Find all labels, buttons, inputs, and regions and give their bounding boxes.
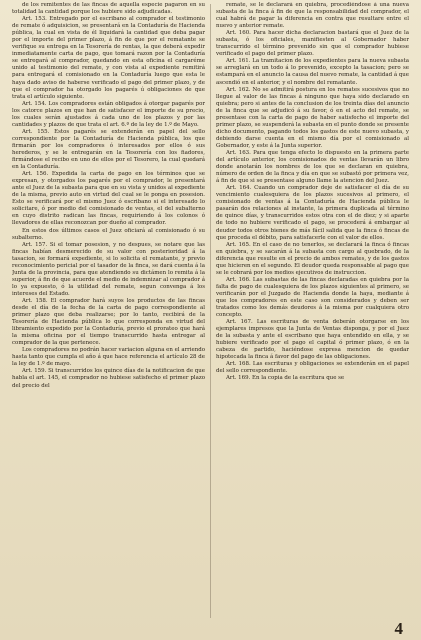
paragraph: Art. 161. La tramitacion de los expedientes para la nueva subasta se arreglará en un todo á lo prevenido, excepto la tasacion; pero se estampará en el anuncio la causa del nuevo remate, la cantidad á que ascendió en el anterior, y el nombre del rematante.: [216, 58, 409, 86]
paragraph: En estos dos últimos casos el Juez oficiará al comisionado ó su subalterno.: [12, 227, 205, 241]
paragraph: Art. 156. Expedida la carta de pago en los términos que se expresan, y otorgados los pagarés por el comprador, le presentará ante el Juez de la subasta para que en su vista y unidos al expediente de la misma, previo auto en virtud del cual se le ponga en posesion. Esto se verificará por el mismo Juez ó escribano si el interesado lo solicitare, ó por medio del comisionado de ventas, el del subalterno en cuyo distrito radican las fincas, requiriendo á los colonos ó llevadores de ellas reconozcan por dueño al comprador.: [12, 171, 205, 227]
paragraph: Art. 163. Para que tenga efecto lo dispuesto en la primera parte del artículo anterior, los comisionados de ventas llevarán un libro donde anotarán los nombres de los que se declaran en quiebra, número de orden de la finca y día en que se subastó por primera vez, á fin de que si se presentase alguno llame la atencion del Juez.: [216, 149, 409, 185]
paragraph: Art. 159. Si transcurridos los quince días de la notificacion de que habla el art. 145, el comprador no hubiese satisfecho el primer plazo del precio del: [12, 368, 205, 389]
paragraph: Art. 153. Entregado por el escribano al comprador el testimonio de remate ó adquisicion, se presentará en la Contaduría de Hacienda pública, la cual en vista de él liquidará la cantidad que deba pagar por el importe del primer plazo, á fin de que por el rematante se verifique su entrega en la Tesorería de rentas, la que deberá expedir inmediatamente carta de pago, que tomará razon por la Contaduría se entregará al comprador, quedando en esta oficina el cargaréme unido al testimonio del remate, y con vista al expediente remitirá para entregará el comisionado en la Contaduría luego que esta le haya dado aviso de haberse verificado el pago del primer plazo, y de que el comprador ha otorgado los pagarés ú obligaciones de que trata el artículo siguiente.: [12, 16, 205, 100]
page-number: 4: [394, 619, 403, 638]
paragraph: Art. 165. En el caso de no tenerlos, se declarará la finca ó fincas en quiebra, y se sacarán á la subasta con cargo al quebrado, de la diferencia que resulte en el precio de ambos remates, y de los gastos que hicieren en el segundo. El deudor queda responsable al pago que se le cobrará por los medios ejecutivos de instruccion.: [216, 241, 409, 276]
paragraph: Art. 157. Si el tomar posesion, y no despues, se notare que las fincas habían desmerecido de su valor con posterioridad á la tasacion, se formará expediente, si lo solicita el rematante, y previo reconocimiento pericial por el tasador de la finca, se dará cuenta á la Junta de la provincia, para que atendiendo su dictámen lo remita á la superior, á fin de que acuerde el medio de indemnizar al comprador á lo ya expuesto, ó la utilidad del remate, segun convenga á los intereses del Estado.: [12, 241, 205, 297]
paragraph: remate, se le declarará en quiebra, procediéndose á una nueva subasta de la finca á fin de que la responsabilidad del comprador, el cual habrá de pagar la diferencia en contra que resultare entre el nuevo y anterior remate.: [216, 2, 409, 30]
paragraph: Art. 154. Los compradores están obligados á otorgar pagarés por los catorce plazos en que han de satisfacer el importe de su precio, los cuales serán ajustados á cada uno de los plazos y por las cantidades y plazos de que trata el art. 6.º de la ley de 1.º de Mayo.: [12, 100, 205, 128]
column-divider: [210, 4, 211, 618]
paragraph: Art. 155. Estos pagarés se extenderán en papel del sello correspondiente por la Contaduría de Hacienda pública, los que firmarán por los compradores ó interesados por ellos ó sus herederos, y se le entregarán en la Tesorería con los fiadores, firmándose el recibo en uno de ellos por el Tesorero, la cual quedará en la Contaduría.: [12, 128, 205, 171]
paragraph: Art. 162. No se admitirá postura en los remates sucesivos que no llegue al valor de las fincas á ninguno que haya sido declarado en quiebra; pero si antes de la conclusion de los treinta días del anuncio de la finca que se adjudicó á su favor, ó en el acto del remate, se presentase con la carta de pago de haber satisfecho el importe del primer plazo, se suspenderá la subasta en el punto donde se presente dicho documento, pagando todos los gastos de este nuevo subasta, y debiendo darse cuenta en el mismo día por el comisionado al Gobernador, y este á la Junta superior.: [216, 86, 409, 149]
left-column: [12, 2, 205, 622]
paragraph: Art. 158. El comprador hará suyos los productos de las fincas desde el día de la fecha de la carta de pago correspondiente al primer plazo que deba realizarse; por lo tanto, recibirá de la Tesorería de Hacienda pública lo que corresponda en virtud del libramiento expedido por la Contaduría, previo el prorateo que hará la misma oficina por el tiempo transcurrido hasta entregar al comprador de la que pertenece.: [12, 297, 205, 347]
paragraph: Art. 168. Las escrituras y obligaciones se extenderán en el papel del sello correspondiente.: [216, 361, 409, 375]
right-column: [216, 2, 409, 622]
paragraph: Art. 164. Cuando un comprador deje de satisfacer el día de su vencimiento cualesquiera de los plazos sucesivos al primero, el comisionado de ventas á la Contaduría de Hacienda pública le pasarán dos relaciones al instante, la primera duplicada al término de quince días, y transcurridos estos otra con el de diez; y si aparte de todo no hubiere verificado el pago, se procederá á embargar al deudor todos otros bienes de más fácil salida que la finca ó fincas de que proceda el débito, para satisfacerle con el valor de ellos.: [216, 185, 409, 241]
paragraph: Art. 169. En la copia de la escritura que se: [226, 375, 345, 382]
paragraph: Los compradores no podrán hacer variacion alguna en el arriendo hasta tanto que cumpla el año á que hace referencia el artículo 28 de la ley de 1.º de mayo.: [12, 347, 205, 368]
paragraph: Art. 167. Las escrituras de venta deberán otorgarse en los ejemplares impresos que la Junta de Ventas disponga, y por el Juez de la subasta y ante el escribano que haya entendido en ella, y se hubiere verificado por el pago el capital ó primer plazo, ó en la cabeza de partido, haciéndose expresa mencion de quedar hipotecada la finca á favor del pago de las obligaciones.: [216, 319, 409, 361]
paragraph: Art. 160. Para hacer dicha declaracion bastará que el Juez de la subasta, ó los oficiales, manifiesten al Gobernador haber transcurrido el término prevenido sin que el comprador hubiese verificado el pago del primer plazo.: [216, 30, 409, 58]
paragraph: Art. 166. Las subastas de las fincas declaradas en quiebra por la falta de pago de cualesquiera de los plazos siguientes al primero, se verificarán por el Juzgado de Hacienda donde la haya, mediante á que los compradores en este caso son considerados y deben ser tratados como los demás deudores á la misma por cualquiera otro concepto.: [216, 276, 409, 319]
paragraph: de los remitentes de las fincas de aquella especie pagaron en su totalidad la cantidad porque los hubiere sido adjudicadas.: [12, 2, 205, 16]
